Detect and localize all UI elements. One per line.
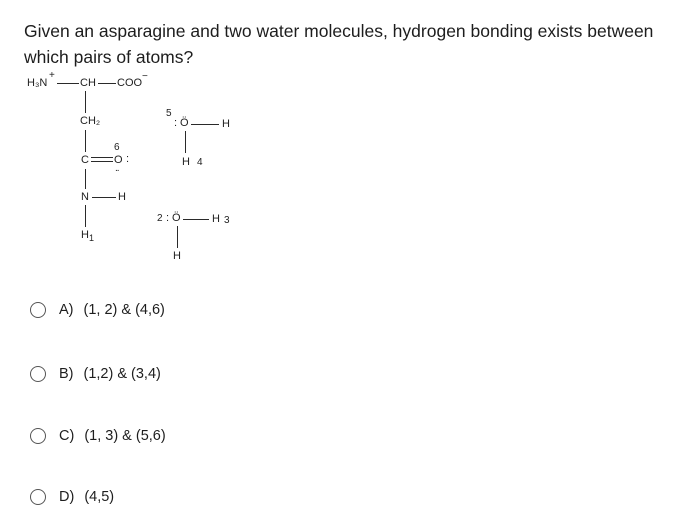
label-4: 4 [197, 157, 203, 168]
water-top-h-right: H [222, 118, 230, 130]
label-6: 6 [114, 142, 120, 153]
choice-b-letter: B) [59, 366, 74, 382]
bond-ca-ch2 [85, 91, 86, 113]
water-bottom-h-right: H [212, 213, 220, 225]
choice-a-text: (1, 2) & (4,6) [83, 302, 165, 318]
bond-c-n [85, 169, 86, 189]
choice-b-radio[interactable] [30, 366, 46, 382]
label-2: 2 [157, 213, 163, 224]
question-line-1: Given an asparagine and two water molecules, hydrogen bonding exists between [24, 21, 654, 41]
carbonyl-lone-pair-bottom: .. [115, 163, 119, 174]
water-bottom-h-bottom: H [173, 250, 181, 262]
label-3: 3 [224, 215, 230, 226]
question-line-2: which pairs of atoms? [24, 47, 194, 67]
carbonyl-carbon: C [81, 154, 89, 166]
choice-c[interactable] [30, 424, 166, 448]
alpha-carbon-ch: CH [80, 77, 96, 89]
water-bottom-colon: : [166, 212, 170, 224]
choice-b-text: (1,2) & (3,4) [83, 366, 161, 382]
amide-h1-symbol: H [81, 229, 89, 241]
backbone-nh3: H₃N [27, 77, 48, 89]
water-bottom-bond-oh-down [177, 226, 178, 248]
amide-nitrogen: N [81, 191, 89, 203]
bond-ca-coo [98, 83, 116, 84]
amide-h: H [118, 191, 126, 203]
side-chain-ch2: CH₂ [80, 115, 101, 127]
bond-n-ca [57, 83, 79, 84]
choice-c-text: (1, 3) & (5,6) [84, 428, 166, 444]
water-top-bond-oh-down [185, 131, 186, 153]
carbonyl-oxygen: O [114, 154, 123, 166]
water-top-bond-oh-right [191, 124, 219, 125]
choice-a-letter: A) [59, 302, 74, 318]
water-bottom-oxygen: Ö [172, 212, 181, 224]
carbonyl-lone-pair: : [126, 153, 130, 165]
nh3-plus-charge: + [49, 70, 55, 81]
amide-h1 [81, 229, 94, 244]
choice-a-radio[interactable] [30, 302, 46, 318]
bond-c-o-double-2 [91, 161, 113, 162]
carboxylate-coo: COO [117, 77, 143, 89]
choice-d-text: (4,5) [84, 489, 115, 505]
bond-c-o-double-1 [91, 157, 113, 158]
choice-d[interactable] [30, 485, 114, 509]
choice-c-radio[interactable] [30, 428, 46, 444]
bond-ch2-c [85, 130, 86, 152]
choice-b[interactable] [30, 362, 161, 386]
bond-n-h1 [85, 205, 86, 227]
water-bottom-bond-oh-right [183, 219, 209, 220]
choice-a[interactable] [30, 298, 165, 322]
choice-d-radio[interactable] [30, 489, 46, 505]
choice-d-letter: D) [59, 489, 75, 505]
water-top-h-bottom: H [182, 156, 190, 168]
label-1: 1 [88, 233, 94, 243]
choice-c-letter: C) [59, 428, 75, 444]
label-5: 5 [166, 108, 172, 119]
bond-n-h [92, 197, 116, 198]
water-top-colon: : [174, 117, 178, 129]
coo-minus-charge: − [142, 71, 148, 82]
water-top-oxygen: Ö [180, 117, 189, 129]
